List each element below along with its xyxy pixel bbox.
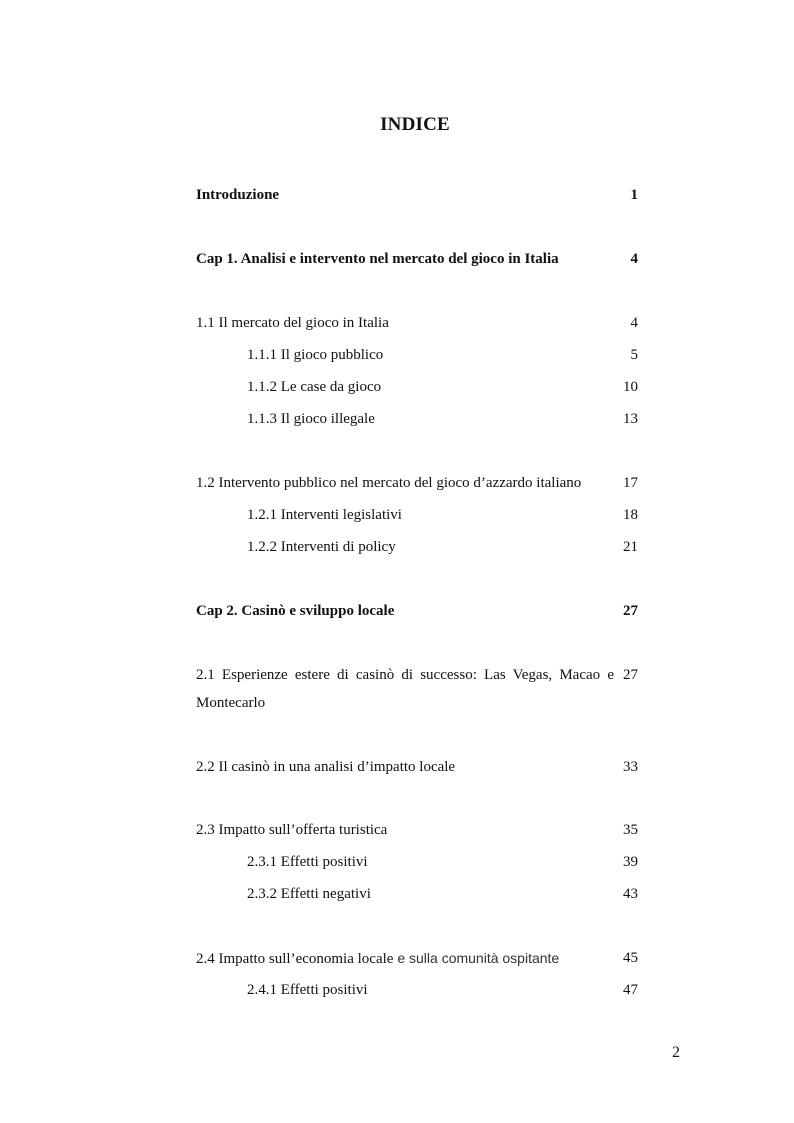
toc-entry-label	[196, 661, 614, 717]
toc-entry-page: 39	[623, 854, 638, 870]
toc-entry-page: 10	[623, 379, 638, 395]
toc-entry-chapter-1	[196, 245, 638, 273]
toc-entry-label: 1.2 Intervento pubblico nel mercato del gioco d’azzardo italiano	[196, 475, 582, 491]
toc-entry-label: 2.4.1 Effetti positivi	[247, 982, 368, 998]
toc-entry-section-1-2	[196, 469, 638, 497]
toc-entry-section-2-2	[196, 753, 638, 781]
toc-entry-page: 1	[630, 187, 638, 203]
toc-entry-section-2-3-2	[247, 880, 638, 908]
toc-entry-label: 2.3.2 Effetti negativi	[247, 886, 371, 902]
toc-entry-label	[196, 944, 559, 973]
toc-entry-label: 1.1.1 Il gioco pubblico	[247, 347, 384, 363]
toc-entry-section-2-1	[196, 661, 638, 717]
toc-entry-label-line-2: Montecarlo	[196, 695, 266, 711]
toc-entry-label: Cap 2. Casinò e sviluppo locale	[196, 603, 395, 619]
toc-entry-label-part-b: e sulla comunità ospitante	[393, 950, 560, 966]
toc-entry-page: 43	[623, 886, 638, 902]
toc-entry-page: 35	[623, 822, 638, 838]
toc-entry-page: 27	[623, 667, 638, 683]
toc-entry-section-2-4-1	[247, 976, 638, 1004]
toc-entry-label: 2.3.1 Effetti positivi	[247, 854, 368, 870]
toc-entry-section-2-3	[196, 816, 638, 844]
toc-entry-section-2-3-1	[247, 848, 638, 876]
toc-entry-section-1-1	[196, 309, 638, 337]
toc-entry-label: 1.1.2 Le case da gioco	[247, 379, 382, 395]
toc-entry-page: 27	[623, 603, 638, 619]
toc-entry-introduzione	[196, 181, 638, 209]
toc-entry-section-2-4	[196, 944, 638, 972]
toc-entry-label-part-a: 2.4 Impatto sull’economia locale	[196, 951, 394, 967]
toc-entry-label: Introduzione	[196, 187, 280, 203]
toc-entry-section-1-2-2	[247, 533, 638, 561]
toc-entry-page: 4	[630, 251, 638, 267]
page-number: 2	[672, 1044, 680, 1061]
toc-entry-section-1-1-3	[247, 405, 638, 433]
toc-entry-section-1-1-2	[247, 373, 638, 401]
toc-entry-label: 2.3 Impatto sull’offerta turistica	[196, 822, 388, 838]
toc-entry-page: 13	[623, 411, 638, 427]
toc-entry-label: 1.1.3 Il gioco illegale	[247, 411, 375, 427]
toc-entry-page: 21	[623, 539, 638, 555]
toc-entry-page: 5	[630, 347, 638, 363]
toc-entry-page: 47	[623, 982, 638, 998]
toc-entry-label-line-1: 2.1 Esperienze estere di casinò di successo: Las Vegas, Macao e	[196, 667, 614, 683]
toc-entry-chapter-2	[196, 597, 638, 625]
toc-entry-section-1-1-1	[247, 341, 638, 369]
toc-entry-page: 45	[623, 950, 638, 966]
toc-entry-page: 33	[623, 759, 638, 775]
toc-entry-label: 1.2.2 Interventi di policy	[247, 539, 396, 555]
toc-entry-page: 17	[623, 475, 638, 491]
toc-entry-section-1-2-1	[247, 501, 638, 529]
toc-entry-page: 4	[630, 315, 638, 331]
toc-entry-label: 1.2.1 Interventi legislativi	[247, 507, 402, 523]
toc-entry-page: 18	[623, 507, 638, 523]
toc-entry-label: 2.2 Il casinò in una analisi d’impatto locale	[196, 759, 456, 775]
toc-entry-label: Cap 1. Analisi e intervento nel mercato del gioco in Italia	[196, 251, 559, 267]
toc-entry-label: 1.1 Il mercato del gioco in Italia	[196, 315, 389, 331]
page-title: INDICE	[380, 114, 450, 135]
